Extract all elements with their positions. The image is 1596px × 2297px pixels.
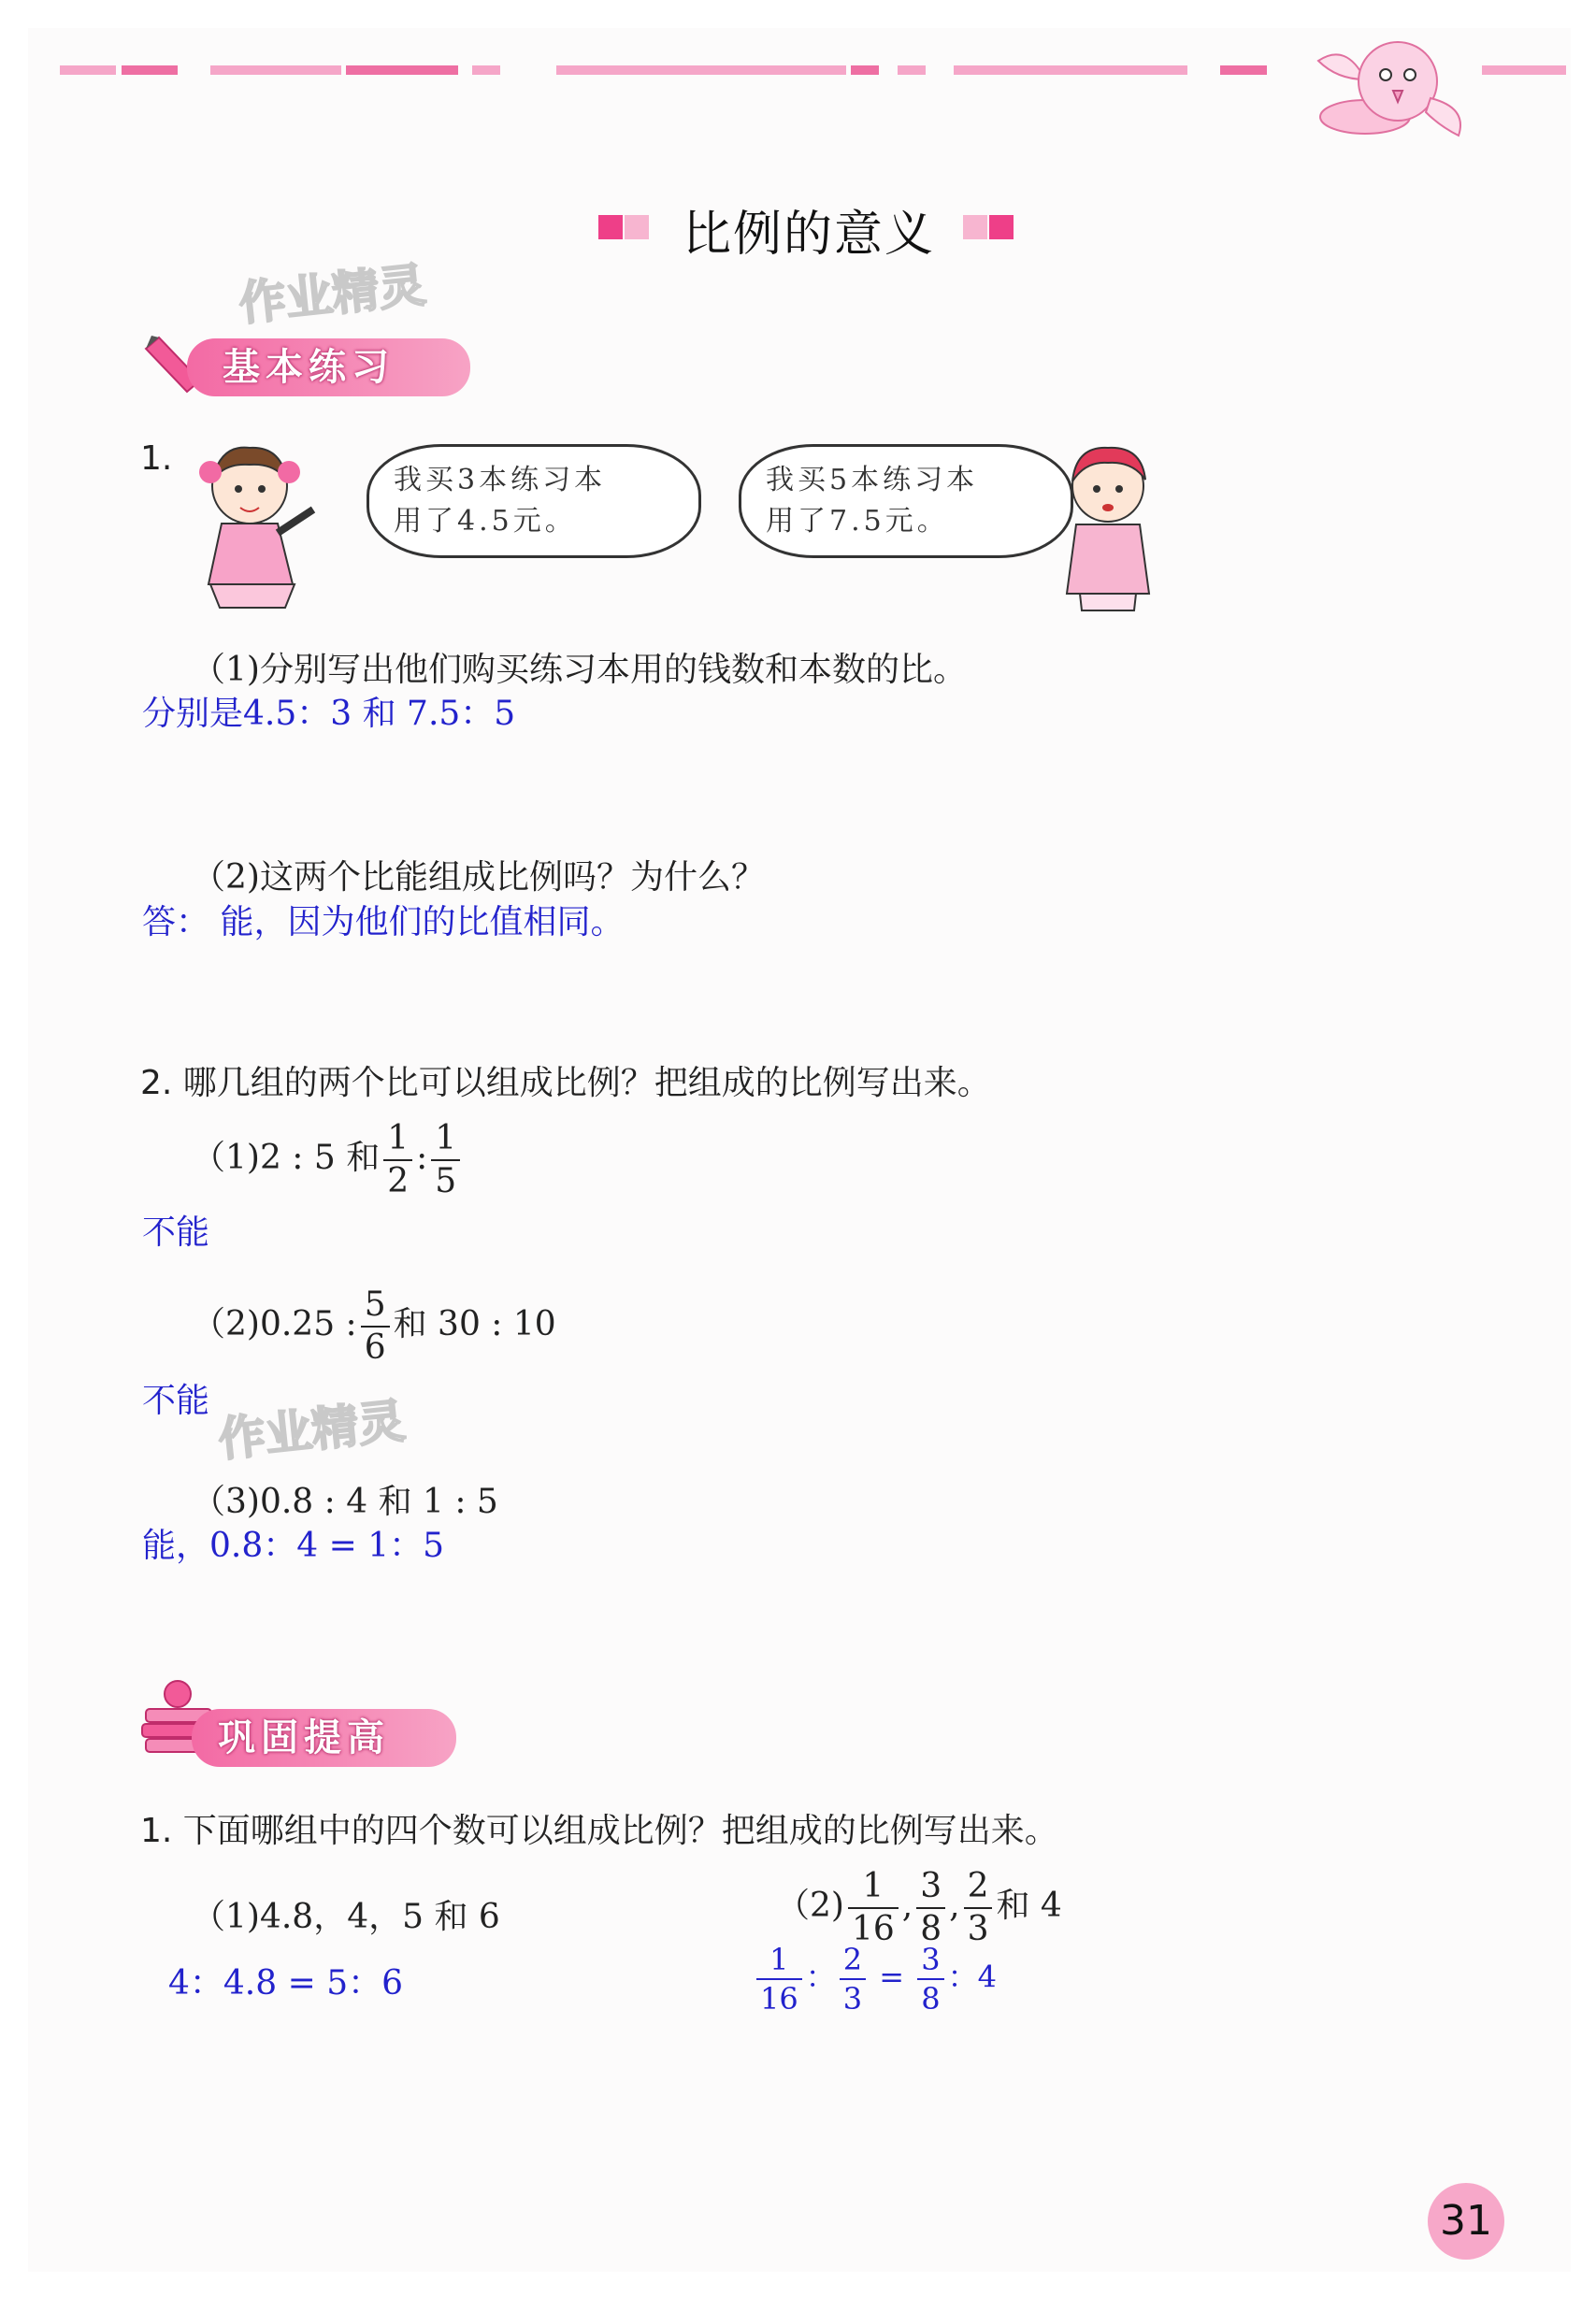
answer-text: 能，0.8：4 = 1：5 <box>142 1527 445 1565</box>
fraction <box>848 1867 899 1948</box>
top-decoration <box>954 65 1187 75</box>
question-part: （2) <box>776 1887 844 1925</box>
question-number: 1. <box>140 439 173 478</box>
top-decoration <box>122 65 178 75</box>
question-part: （2)0.25 : <box>192 1305 357 1343</box>
watermark-text: 作业精灵 <box>215 1393 408 1468</box>
question-text: 1. 下面哪组中的四个数可以组成比例？把组成的比例写出来。 <box>140 1812 1058 1850</box>
girl-illustration-icon <box>192 435 327 612</box>
numerator: 2 <box>840 1945 866 1980</box>
section-banner-basic: 基本练习 <box>187 338 470 396</box>
top-decoration <box>1482 65 1566 75</box>
title-square-icon <box>598 215 623 239</box>
question-text: 2. 哪几组的两个比可以组成比例？把组成的比例写出来。 <box>140 1064 991 1102</box>
fraction <box>383 1119 412 1200</box>
fraction <box>964 1867 993 1948</box>
title-square-icon <box>963 215 987 239</box>
top-decoration <box>1220 65 1267 75</box>
question-text <box>192 1119 464 1200</box>
top-decoration <box>346 65 458 75</box>
boy-speech-bubble <box>739 444 1073 558</box>
denominator: 8 <box>920 1910 942 1948</box>
numerator: 5 <box>361 1288 390 1328</box>
fraction <box>916 1867 945 1948</box>
numerator: 3 <box>916 1870 945 1909</box>
page-number: 31 <box>1428 2183 1504 2260</box>
fraction <box>431 1119 460 1200</box>
top-decoration <box>851 65 879 75</box>
question-part: 和 4 <box>996 1887 1062 1925</box>
speech-text: 用了4.5元。 <box>394 505 577 538</box>
answer-text: 不能 <box>142 1213 210 1252</box>
question-text: （2)这两个比能组成比例吗？为什么？ <box>192 858 765 897</box>
answer-text: 分别是4.5：3 和 7.5：5 <box>142 695 516 733</box>
question-text <box>192 1285 556 1367</box>
answer-part: 4 <box>977 1959 997 1995</box>
denominator: 6 <box>364 1328 386 1367</box>
question-text: （3)0.8 : 4 和 1 : 5 <box>192 1483 498 1521</box>
denominator: 16 <box>851 1910 895 1948</box>
speech-text: 用了7.5元。 <box>766 505 949 538</box>
numerator: 1 <box>383 1122 412 1161</box>
answer-text: $\frac{1}{16}$ ： $\frac{2}{3}$ = $\frac{3}{8}$ ：4 <box>753 1945 997 2014</box>
top-decoration <box>60 65 116 75</box>
question-text: （1)分别写出他们购买练习本用的钱数和本数的比。 <box>192 651 967 689</box>
denominator: 16 <box>760 1981 798 2017</box>
denominator: 8 <box>921 1981 941 2017</box>
denominator: 5 <box>435 1162 457 1200</box>
top-decoration <box>898 65 926 75</box>
bird-mascot-icon <box>1309 23 1477 150</box>
top-decoration <box>210 65 341 75</box>
answer-text: 不能 <box>142 1382 210 1420</box>
title-square-icon <box>989 215 1014 239</box>
watermark-text: 作业精灵 <box>236 257 428 332</box>
fraction <box>840 1942 866 2017</box>
answer-text: 答： 能，因为他们的比值相同。 <box>142 903 625 941</box>
numerator: 1 <box>756 1945 802 1980</box>
numerator: 3 <box>917 1945 943 1980</box>
question-text: （1)4.8，4，5 和 6 <box>192 1898 500 1936</box>
answer-text: 4：4.8 = 5：6 <box>168 1964 404 2003</box>
fraction <box>361 1285 390 1367</box>
section-banner-improve: 巩固提高 <box>192 1709 456 1767</box>
top-decoration <box>472 65 500 75</box>
title-square-icon <box>625 215 649 239</box>
boy-illustration-icon <box>1052 435 1164 612</box>
top-decoration <box>556 65 846 75</box>
question-part: 和 30 : 10 <box>393 1305 556 1343</box>
speech-text: 我买3本练习本 <box>394 464 607 496</box>
denominator: 2 <box>387 1162 410 1200</box>
question-text: （2) $\frac{1}{16}$ , $\frac{3}{8}$ , $\frac{2}{3}$ 和 4 <box>776 1867 1062 1948</box>
question-part: （1)2 : 5 和 <box>192 1139 381 1177</box>
denominator: 3 <box>967 1910 989 1948</box>
fraction <box>756 1942 802 2017</box>
girl-speech-bubble <box>367 444 701 558</box>
numerator: 1 <box>848 1870 899 1909</box>
speech-text: 我买5本练习本 <box>766 464 979 496</box>
denominator: 3 <box>842 1981 863 2017</box>
numerator: 1 <box>431 1122 460 1161</box>
question-part: : <box>416 1139 428 1177</box>
fraction <box>917 1942 943 2017</box>
numerator: 2 <box>964 1870 993 1909</box>
page-title: 比例的意义 <box>683 207 936 263</box>
